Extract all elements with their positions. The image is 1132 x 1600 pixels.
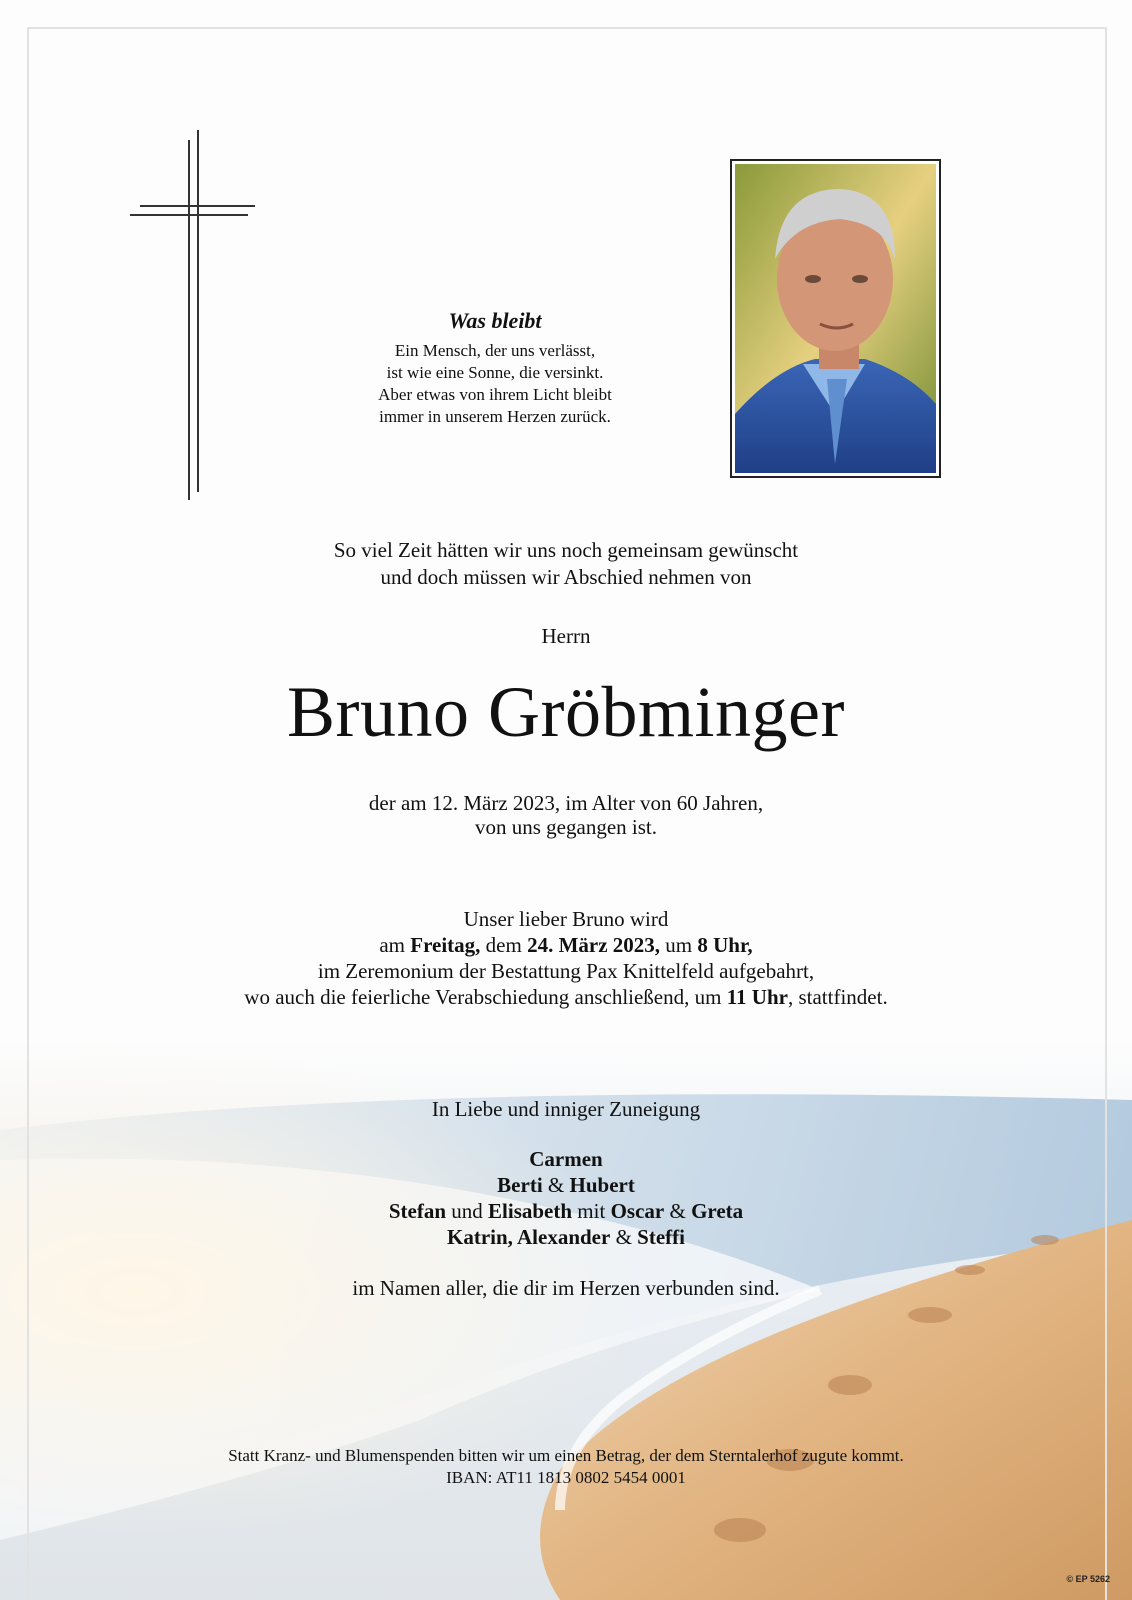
poem-title: Was bleibt — [448, 308, 542, 333]
family-line — [0, 1224, 1132, 1250]
donation-note — [0, 1445, 1132, 1489]
family-name: Elisabeth — [488, 1199, 573, 1223]
portrait-photo — [730, 159, 941, 478]
intro-line: und doch müssen wir Abschied nehmen von — [380, 565, 752, 589]
text: dem — [480, 933, 528, 957]
poem-line: immer in unserem Herzen zurück. — [379, 407, 611, 426]
connector: & — [610, 1225, 638, 1249]
connector: & — [664, 1199, 692, 1223]
poem-line: Aber etwas von ihrem Licht bleibt — [378, 385, 612, 404]
iban: IBAN: AT11 1813 0802 5454 0001 — [446, 1468, 686, 1487]
poem-line: Ein Mensch, der uns verlässt, — [394, 341, 596, 360]
ceremony-line — [0, 932, 1132, 958]
family-name: Berti — [497, 1173, 543, 1197]
family-name: Stefan — [388, 1199, 447, 1223]
text: am — [379, 933, 411, 957]
connector: und — [446, 1199, 489, 1223]
family-name: Hubert — [569, 1173, 635, 1197]
family-line — [0, 1198, 1132, 1224]
closing-text: im Namen aller, die dir im Herzen verbunden sind. — [352, 1276, 780, 1300]
family-name: Oscar — [610, 1199, 665, 1223]
time: 11 Uhr — [726, 985, 788, 1009]
family-name: Steffi — [637, 1225, 685, 1249]
ceremony-info — [0, 906, 1132, 1010]
connector: & — [542, 1173, 570, 1197]
family-name: Carmen — [529, 1147, 603, 1171]
family-names — [0, 1146, 1132, 1250]
death-line: von uns gegangen ist. — [475, 815, 657, 839]
death-notice — [0, 791, 1132, 839]
poem-line: ist wie eine Sonne, die versinkt. — [386, 363, 604, 382]
copyright-mark: © EP 5262 — [1066, 1574, 1110, 1584]
ceremony-line: im Zeremonium der Bestattung Pax Knittelfeld aufgebahrt, — [317, 959, 815, 983]
text: , stattfindet. — [787, 985, 888, 1009]
family-name: Greta — [691, 1199, 744, 1223]
deceased-name: Bruno Gröbminger — [287, 672, 845, 752]
family-line — [0, 1146, 1132, 1172]
salutation: Herrn — [541, 624, 591, 648]
family-name: Katrin, Alexander — [447, 1225, 611, 1249]
death-line: der am 12. März 2023, im Alter von 60 Jahren, — [368, 791, 764, 815]
ceremony-line: Unser lieber Bruno wird — [463, 907, 669, 931]
poem — [330, 308, 660, 428]
time: 8 Uhr, — [697, 933, 753, 957]
family-line — [0, 1172, 1132, 1198]
intro-text — [0, 537, 1132, 591]
connector: mit — [572, 1199, 611, 1223]
weekday: Freitag, — [410, 933, 481, 957]
text: um — [660, 933, 698, 957]
date: 24. März 2023, — [527, 933, 661, 957]
donation-line: Statt Kranz- und Blumenspenden bitten wir um einen Betrag, der dem Sterntalerhof zugute kommt. — [228, 1446, 904, 1465]
text: wo auch die feierliche Verabschiedung anschließend, um — [244, 985, 727, 1009]
cross-icon — [130, 130, 255, 505]
love-text: In Liebe und inniger Zuneigung — [431, 1097, 701, 1121]
intro-line: So viel Zeit hätten wir uns noch gemeinsam gewünscht — [333, 538, 799, 562]
ceremony-line — [0, 984, 1132, 1010]
